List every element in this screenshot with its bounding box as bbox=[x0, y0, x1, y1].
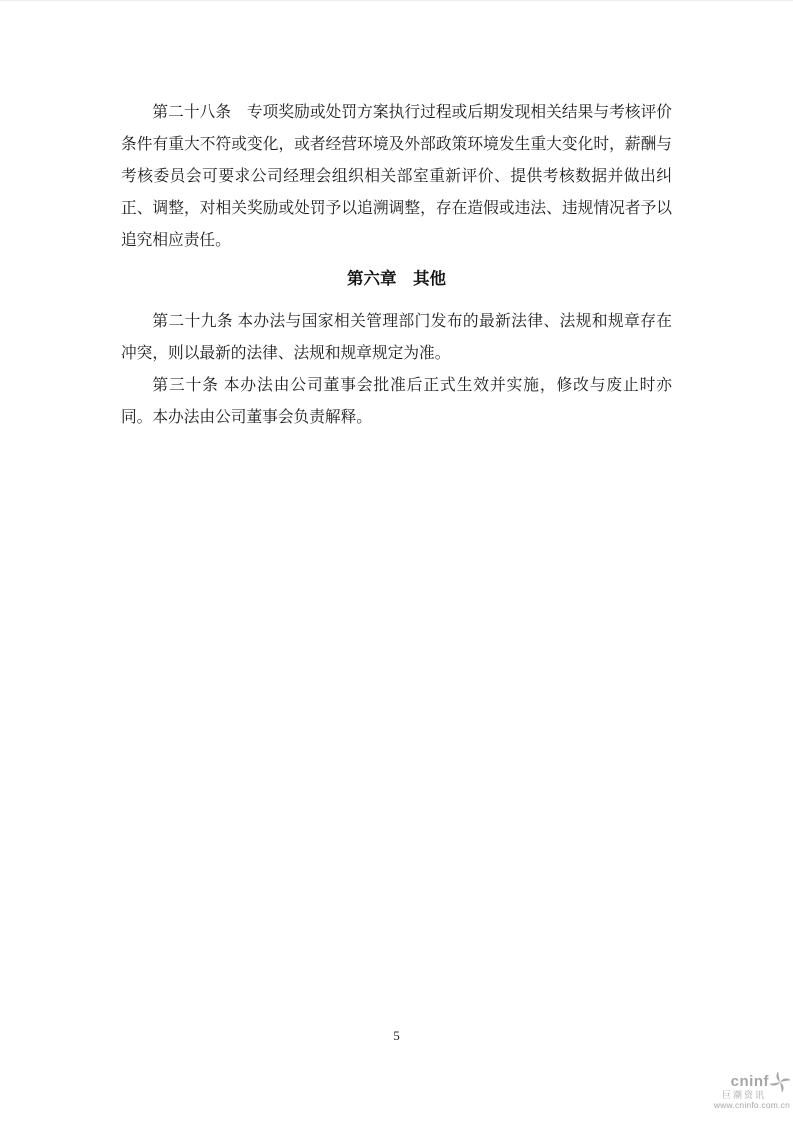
cninfo-logo bbox=[712, 1072, 790, 1111]
cninfo-chinese-name: 巨潮资讯 bbox=[721, 1090, 766, 1100]
cninfo-logo-row bbox=[712, 1072, 790, 1092]
cninfo-website: www.cninfo.com.cn bbox=[713, 1100, 790, 1110]
paragraph-article-30: 第三十条 本办法由公司董事会批准后正式生效并实施，修改与废止时亦同。本办法由公司董事会负责解释。 bbox=[121, 377, 672, 426]
paragraph-article-28: 第二十八条 专项奖励或处罚方案执行过程或后期发现相关结果与考核评价条件有重大不符或变化，或者经营环境及外部政策环境发生重大变化时，薪酬与考核委员会可要求公司经理会组织相关部室重新评价、提供考核数据并做出纠正、调整，对相关奖励或处罚予以追溯调整，存在造假或违法、违规情况者予以追究相应责任。 bbox=[121, 104, 672, 249]
chapter-heading: 第六章 其他 bbox=[347, 269, 446, 288]
cninfo-logo-text: cninf bbox=[730, 1073, 769, 1090]
document-body bbox=[121, 97, 672, 434]
page-number: 5 bbox=[393, 1028, 400, 1043]
paragraph-article-29: 第二十九条 本办法与国家相关管理部门发布的最新法律、法规和规章存在冲突，则以最新的法律、法规和规章规定为准。 bbox=[121, 313, 672, 362]
cninfo-swirl-icon bbox=[770, 1072, 790, 1092]
